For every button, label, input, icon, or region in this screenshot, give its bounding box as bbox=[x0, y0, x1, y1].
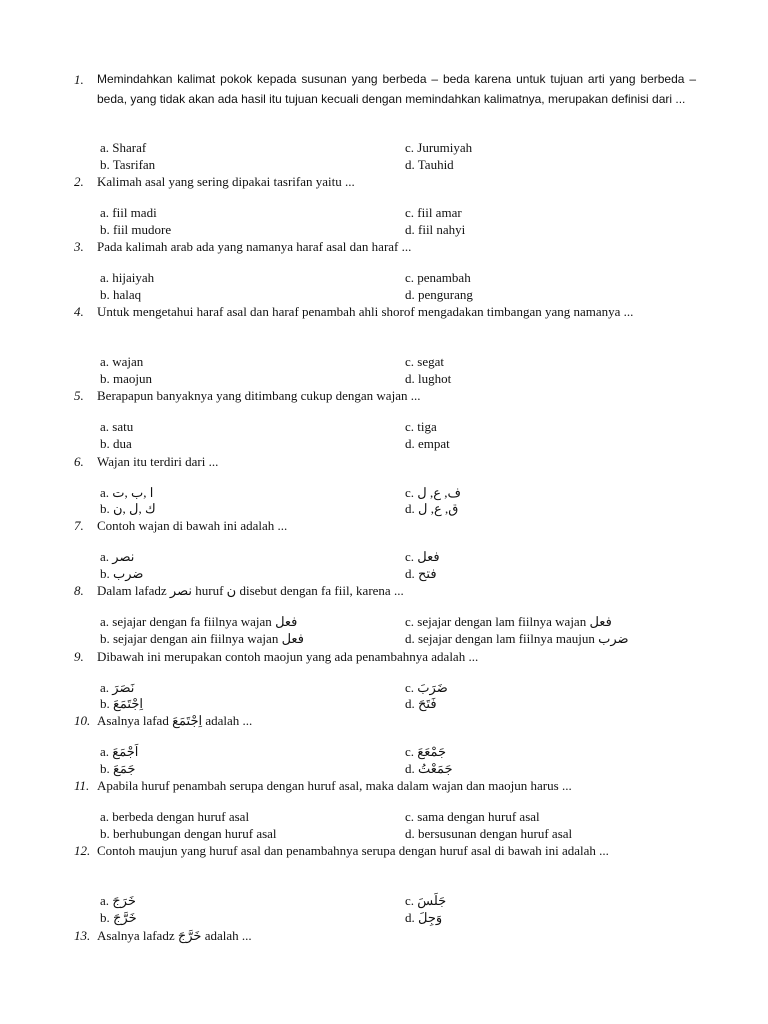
option-b[interactable]: b. ضرب bbox=[100, 566, 144, 581]
question-number: 3. bbox=[74, 239, 84, 254]
question-text: Dalam lafadz نصر huruf ن disebut dengan fa fiil, karena ... bbox=[97, 583, 404, 598]
question-number: 5. bbox=[74, 388, 84, 403]
option-b[interactable]: b. خَرَّجَ bbox=[100, 910, 137, 925]
question-number: 1. bbox=[74, 72, 84, 87]
question-1 bbox=[74, 69, 696, 109]
option-b[interactable]: b. جَمَعَ bbox=[100, 761, 136, 776]
question-4 bbox=[74, 303, 696, 320]
question-13 bbox=[74, 927, 696, 944]
option-d[interactable]: d. fiil nahyi bbox=[405, 222, 466, 237]
option-c[interactable]: c. tiga bbox=[405, 419, 437, 434]
option-d[interactable]: d. جَمَعْتُ bbox=[405, 761, 453, 776]
question-10 bbox=[74, 712, 696, 729]
option-b[interactable]: b. sejajar dengan ain fiilnya wajan فعل bbox=[100, 631, 304, 646]
option-c[interactable]: c. sama dengan huruf asal bbox=[405, 809, 540, 824]
question-text: Wajan itu terdiri dari ... bbox=[97, 454, 219, 469]
question-text: Berapapun banyaknya yang ditimbang cukup dengan wajan ... bbox=[97, 388, 421, 403]
option-c[interactable]: c. ضَرَبَ bbox=[405, 680, 448, 695]
question-text: Asalnya lafadz خَرَّجَ adalah ... bbox=[97, 928, 252, 943]
question-text: Apabila huruf penambah serupa dengan huruf asal, maka dalam wajan dan maojun harus ... bbox=[97, 778, 572, 793]
option-a[interactable]: a. fiil madi bbox=[100, 205, 157, 220]
option-a[interactable]: a. اَجْمَعَ bbox=[100, 744, 139, 759]
question-number: 8. bbox=[74, 583, 84, 598]
option-b[interactable]: b. اِجْتَمَعَ bbox=[100, 696, 144, 711]
question-9 bbox=[74, 648, 696, 665]
question-number: 10. bbox=[74, 713, 91, 728]
option-d[interactable]: d. lughot bbox=[405, 371, 452, 386]
option-a[interactable]: a. نصر bbox=[100, 549, 135, 564]
option-d[interactable]: d. sejajar dengan lam fiilnya maujun ضرب bbox=[405, 631, 629, 646]
option-a[interactable]: a. berbeda dengan huruf asal bbox=[100, 809, 250, 824]
option-c[interactable]: c. جَمْعَعَ bbox=[405, 744, 447, 759]
question-text: Contoh wajan di bawah ini adalah ... bbox=[97, 518, 288, 533]
option-b[interactable]: b. maojun bbox=[100, 371, 152, 386]
question-number: 11. bbox=[74, 778, 90, 793]
option-a[interactable]: a. خَرَجَ bbox=[100, 893, 136, 908]
option-d[interactable]: d. ق, ع, ل bbox=[405, 501, 459, 516]
option-b[interactable]: b. halaq bbox=[100, 287, 142, 302]
question-number: 4. bbox=[74, 304, 84, 319]
option-c[interactable]: c. penambah bbox=[405, 270, 471, 285]
option-c[interactable]: c. sejajar dengan lam fiilnya wajan فعل bbox=[405, 614, 612, 629]
option-a[interactable]: a. Sharaf bbox=[100, 140, 147, 155]
question-11 bbox=[74, 777, 696, 794]
question-8 bbox=[74, 582, 696, 599]
option-a[interactable]: a. hijaiyah bbox=[100, 270, 155, 285]
question-text: Pada kalimah arab ada yang namanya haraf asal dan haraf ... bbox=[97, 239, 412, 254]
option-a[interactable]: a. ا ,ب ,ت bbox=[100, 485, 154, 500]
option-b[interactable]: b. Tasrifan bbox=[100, 157, 156, 172]
option-d[interactable]: d. empat bbox=[405, 436, 450, 451]
option-d[interactable]: d. bersusunan dengan huruf asal bbox=[405, 826, 573, 841]
question-7 bbox=[74, 517, 696, 534]
option-b[interactable]: b. fiil mudore bbox=[100, 222, 172, 237]
option-c[interactable]: c. fiil amar bbox=[405, 205, 462, 220]
question-number: 2. bbox=[74, 174, 84, 189]
option-c[interactable]: c. فعل bbox=[405, 549, 440, 564]
question-text: Contoh maujun yang huruf asal dan penambahnya serupa dengan huruf asal di bawah ini adalah ... bbox=[97, 843, 609, 858]
option-d[interactable]: d. وَجِلَ bbox=[405, 910, 443, 925]
option-a[interactable]: a. wajan bbox=[100, 354, 144, 369]
option-d[interactable]: d. pengurang bbox=[405, 287, 473, 302]
option-c[interactable]: c. جَلَسَ bbox=[405, 893, 447, 908]
question-6 bbox=[74, 453, 696, 470]
option-d[interactable]: d. فَتَحَ bbox=[405, 696, 437, 711]
question-text: Asalnya lafad اِجْتَمَعَ adalah ... bbox=[97, 713, 253, 728]
question-2 bbox=[74, 173, 696, 190]
option-b[interactable]: b. dua bbox=[100, 436, 132, 451]
question-12 bbox=[74, 842, 696, 859]
option-a[interactable]: a. sejajar dengan fa fiilnya wajan فعل bbox=[100, 614, 298, 629]
question-number: 9. bbox=[74, 649, 84, 664]
option-a[interactable]: a. نَصَرَ bbox=[100, 680, 135, 695]
option-b[interactable]: b. berhubungan dengan huruf asal bbox=[100, 826, 277, 841]
option-d[interactable]: d. فتح bbox=[405, 566, 437, 581]
question-number: 12. bbox=[74, 843, 91, 858]
option-d[interactable]: d. Tauhid bbox=[405, 157, 454, 172]
option-b[interactable]: b. ك ,ل ,ن bbox=[100, 501, 156, 516]
question-number: 13. bbox=[74, 928, 91, 943]
question-text: Untuk mengetahui haraf asal dan haraf penambah ahli shorof mengadakan timbangan yang namanya ... bbox=[97, 304, 634, 319]
question-5 bbox=[74, 387, 696, 404]
option-c[interactable]: c. segat bbox=[405, 354, 444, 369]
option-a[interactable]: a. satu bbox=[100, 419, 134, 434]
question-number: 6. bbox=[74, 454, 84, 469]
option-c[interactable]: c. Jurumiyah bbox=[405, 140, 473, 155]
question-3 bbox=[74, 238, 696, 255]
option-c[interactable]: c. ف, ع, ل bbox=[405, 485, 461, 500]
question-text: Kalimah asal yang sering dipakai tasrifan yaitu ... bbox=[97, 174, 355, 189]
question-text: Memindahkan kalimat pokok kepada susunan yang berbeda – beda karena untuk tujuan arti yang berbeda – beda, yang tidak akan ada hasil itu tujuan kecuali dengan memindahkan kalimatnya, merupakan definisi dari ... bbox=[97, 72, 696, 106]
question-number: 7. bbox=[74, 518, 84, 533]
question-text: Dibawah ini merupakan contoh maojun yang ada penambahnya adalah ... bbox=[97, 649, 479, 664]
